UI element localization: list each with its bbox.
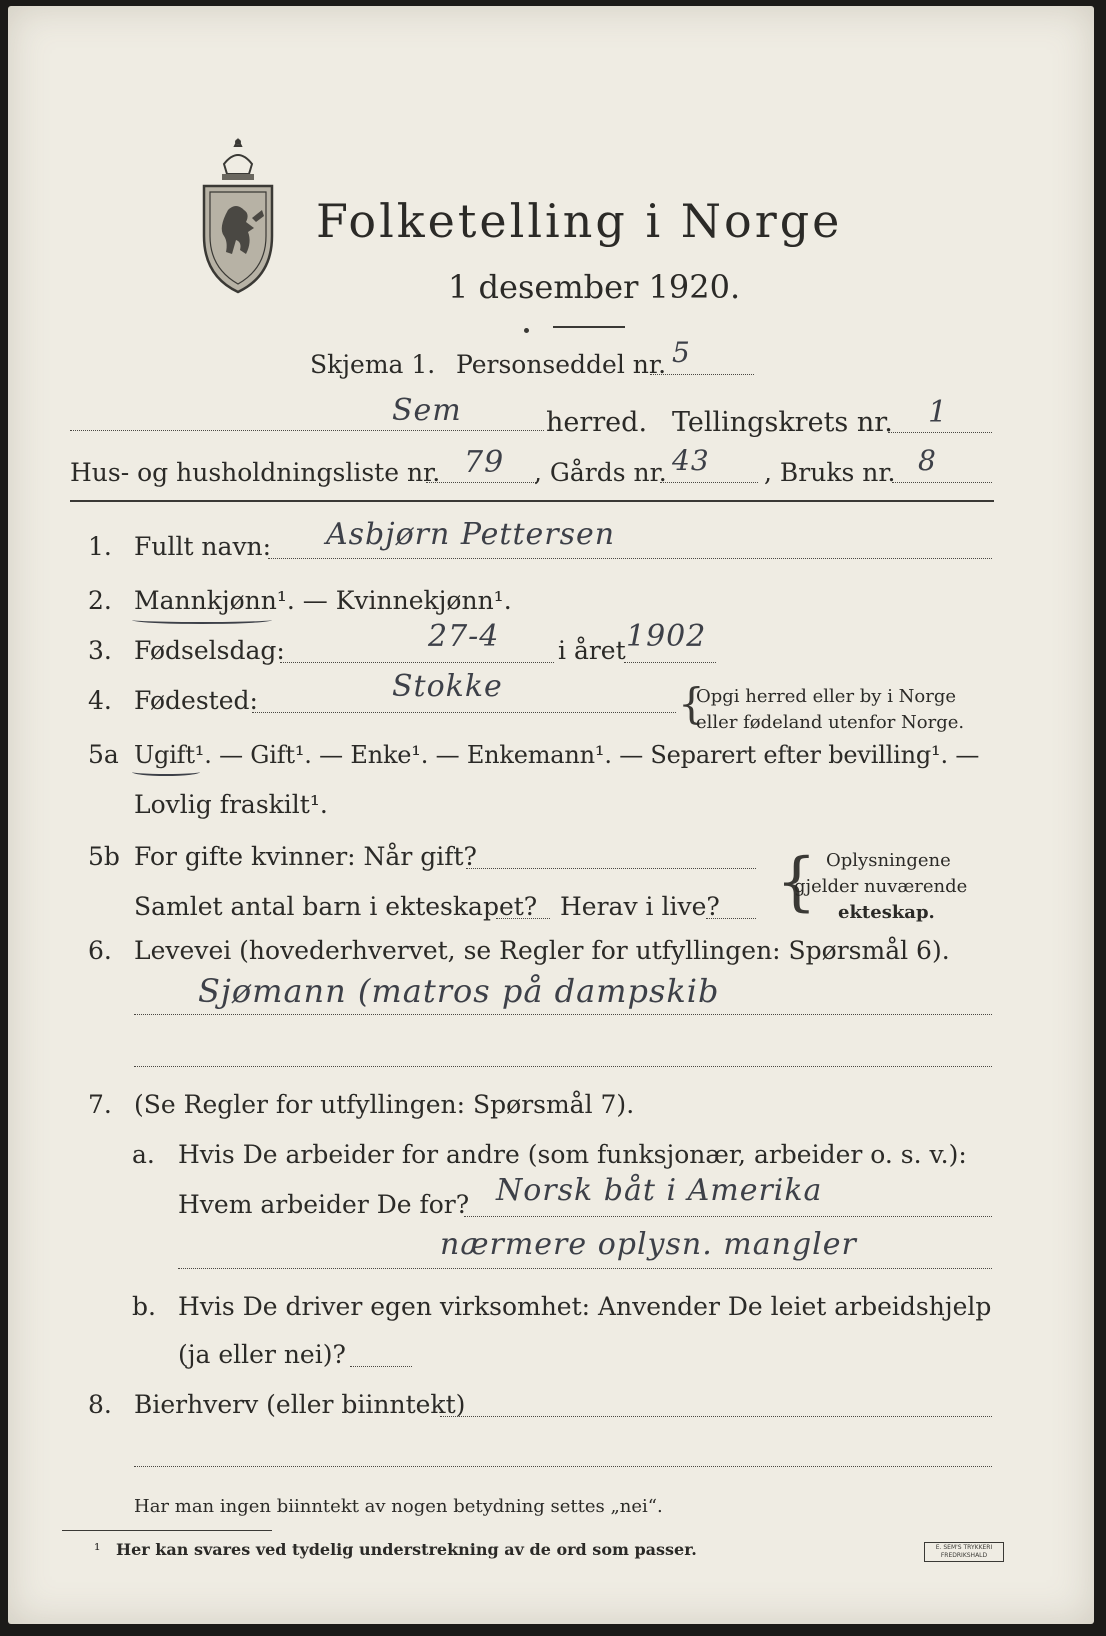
q7a-number: a. <box>132 1140 155 1169</box>
herred-value[interactable]: Sem <box>392 393 462 428</box>
herred-label: herred. <box>546 407 648 438</box>
printer-stamp-text: E. SEM'S TRYKKERI FREDRIKSHALD <box>935 1544 993 1559</box>
herred-line <box>70 430 544 431</box>
q3-label: Fødselsdag: <box>134 636 285 665</box>
q4-label: Fødested: <box>134 686 258 715</box>
skjema-label: Skjema 1. <box>310 350 436 379</box>
q5b-number: 5b <box>88 842 120 871</box>
footnote-rule <box>62 1530 272 1531</box>
q2-label: Mannkjønn¹. — Kvinnekjønn¹. <box>134 586 512 615</box>
q5a-number: 5a <box>88 740 119 769</box>
q2-mannkjonn-underline <box>132 616 272 624</box>
q1-value[interactable]: Asbjørn Pettersen <box>326 517 616 552</box>
form-date: 1 desember 1920. <box>448 268 741 306</box>
q6-value[interactable]: Sjømann (matros på dampskib <box>198 972 720 1010</box>
q3-year-value[interactable]: 1902 <box>626 619 707 654</box>
tellingskrets-line <box>888 432 992 433</box>
q2-number: 2. <box>88 586 112 615</box>
q7b-label2: (ja eller nei)? <box>178 1340 346 1369</box>
gards-label: , Gårds nr. <box>534 458 667 487</box>
q5b-label: For gifte kvinner: Når gift? <box>134 842 477 871</box>
gards-value[interactable]: 43 <box>672 444 710 477</box>
q5b-line1 <box>466 868 756 869</box>
biinntekt-note: Har man ingen biinntekt av nogen betydning settes „nei“. <box>134 1496 663 1517</box>
q4-value[interactable]: Stokke <box>392 669 503 704</box>
bruks-value[interactable]: 8 <box>918 444 937 477</box>
q5b-note-line1: Oplysningene <box>826 850 951 871</box>
q4-line <box>252 712 676 713</box>
personseddel-label: Personseddel nr. <box>456 350 667 379</box>
q5b-label3: Herav i live? <box>560 892 720 921</box>
q5b-label2: Samlet antal barn i ekteskapet? <box>134 892 538 921</box>
q8-label: Bierhverv (eller biinntekt) <box>134 1390 466 1419</box>
husliste-label: Hus- og husholdningsliste nr. <box>70 458 441 487</box>
q6-number: 6. <box>88 936 112 965</box>
q8-line1 <box>440 1416 992 1417</box>
q7a-line2 <box>178 1268 992 1269</box>
q5b-line3 <box>706 918 756 919</box>
personseddel-value[interactable]: 5 <box>672 336 691 369</box>
tellingskrets-value[interactable]: 1 <box>928 395 949 430</box>
q7b-number: b. <box>132 1292 156 1321</box>
q5b-note-line2: gjelder nuværende <box>794 876 968 897</box>
q7b-line <box>350 1366 412 1367</box>
q1-line <box>268 558 992 559</box>
q1-label: Fullt navn: <box>134 532 272 561</box>
footnote-text: Her kan svares ved tydelig understrekning av de ord som passer. <box>116 1540 697 1559</box>
q1-number: 1. <box>88 532 112 561</box>
q7a-line1 <box>464 1216 992 1217</box>
q7b-label: Hvis De driver egen virksomhet: Anvender De leiet arbeidshjelp <box>178 1292 992 1321</box>
q5b-brace: { <box>776 845 817 919</box>
gards-line <box>660 482 758 483</box>
q5b-line2 <box>496 918 550 919</box>
q3-line <box>280 662 554 663</box>
footnote-mark: ¹ <box>94 1540 101 1559</box>
q4-note-line2: eller fødeland utenfor Norge. <box>696 712 965 733</box>
q5b-note-line3: ekteskap. <box>838 902 935 923</box>
q3-number: 3. <box>88 636 112 665</box>
q5a-ugift-underline <box>132 768 200 776</box>
coat-of-arms-emblem <box>194 134 282 294</box>
q4-brace: { <box>678 679 705 728</box>
q7-number: 7. <box>88 1090 112 1119</box>
q7a-label2: Hvem arbeider De for? <box>178 1190 470 1219</box>
q5a-label2: Lovlig fraskilt¹. <box>134 790 328 819</box>
tellingskrets-label: Tellingskrets nr. <box>672 407 893 438</box>
q8-line2 <box>134 1466 992 1467</box>
q5a-label: Ugift¹. — Gift¹. — Enke¹. — Enkemann¹. — Separert efter bevilling¹. — <box>134 741 980 769</box>
husliste-line <box>426 482 536 483</box>
q6-line1 <box>134 1014 992 1015</box>
bruks-label: , Bruks nr. <box>764 458 896 487</box>
q7-label: (Se Regler for utfyllingen: Spørsmål 7). <box>134 1090 635 1119</box>
q6-label: Levevei (hovederhvervet, se Regler for utfyllingen: Spørsmål 6). <box>134 936 950 965</box>
census-form-page <box>8 6 1094 1624</box>
q6-line2 <box>134 1066 992 1067</box>
header-divider <box>70 500 994 502</box>
personseddel-line <box>650 374 754 375</box>
q7a-label: Hvis De arbeider for andre (som funksjonær, arbeider o. s. v.): <box>178 1140 967 1169</box>
q4-note-line1: Opgi herred eller by i Norge <box>696 686 957 707</box>
q7a-value[interactable]: Norsk båt i Amerika <box>496 1173 823 1208</box>
bruks-line <box>892 482 992 483</box>
q8-number: 8. <box>88 1390 112 1419</box>
q3-value[interactable]: 27-4 <box>428 619 500 654</box>
q4-number: 4. <box>88 686 112 715</box>
form-title: Folketelling i Norge <box>316 194 843 248</box>
q3-year-line <box>624 662 716 663</box>
q7a-value2[interactable]: nærmere oplysn. mangler <box>440 1227 857 1262</box>
title-rule <box>553 326 625 328</box>
q3-year-label: i året <box>558 636 626 665</box>
printer-stamp <box>924 1542 1004 1562</box>
decorative-dot <box>524 328 529 333</box>
husliste-value[interactable]: 79 <box>464 445 505 480</box>
